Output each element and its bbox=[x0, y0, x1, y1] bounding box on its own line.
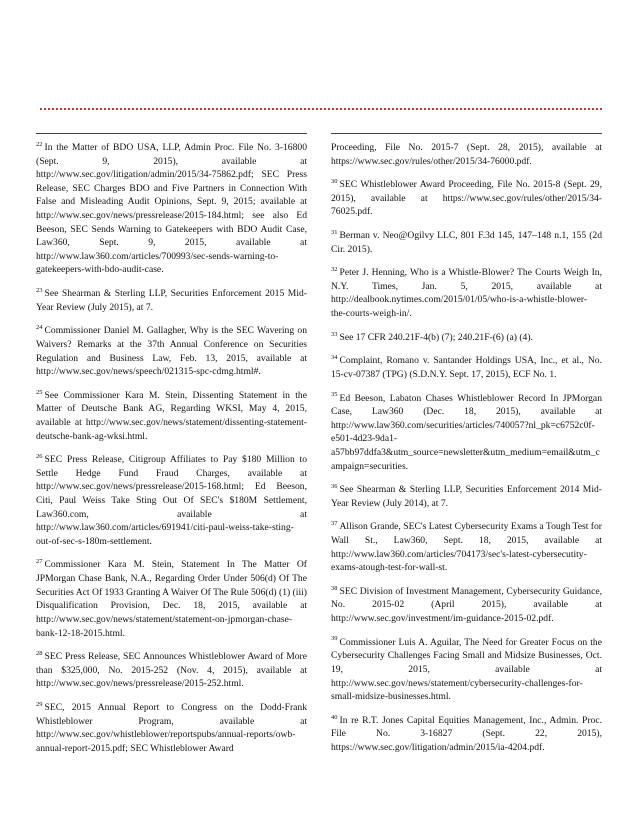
footnote: $^{30}$ SEC Whistleblower Award Proceeding, File No. 2015-8 (Sept. 29, 2015), available at https://www.sec.gov/rules/other/2015/34-76025.pdf. bbox=[331, 178, 602, 218]
footnote-continuation: Proceeding, File No. 2015-7 (Sept. 28, 2015), available at https://www.sec.gov/rules/other/2015/34-76000.pdf. bbox=[331, 142, 602, 167]
footnote: $^{27}$ Commissioner Kara M. Stein, Statement In The Matter Of JPMorgan Chase Bank, N.A., Regarding Order Under 506(d) Of The Securities Act Of 1933 Granting A Waiver Of The Rule 506(d) (1) (iii) Disqualification Provision, Dec. 18, 2015, available at http://www.sec.gov/news/statement/statement-on-jpmorgan-chase-bank-12-18-2015.html. bbox=[36, 558, 307, 639]
dotted-divider bbox=[40, 108, 602, 110]
footnote: $^{28}$ SEC Press Release, SEC Announces Whistleblower Award of More than $325,000, No. 2015-252 (Nov. 4, 2015), available at http://www.sec.gov/news/pressrelease/2015-252.html. bbox=[36, 649, 307, 690]
footnote: $^{38}$ SEC Division of Investment Management, Cybersecurity Guidance, No. 2015-02 (April 2015), available at http://www.sec.gov/investment/im-guidance-2015-02.pdf. bbox=[331, 584, 602, 625]
footnote: $^{36}$ See Shearman & Sterling LLP, Securities Enforcement 2014 Mid-Year Review (July 2014), at 7. bbox=[331, 483, 602, 509]
footnote: $^{33}$ See 17 CFR 240.21F-4(b) (7); 240.21F-(6) (a) (4). bbox=[331, 330, 533, 343]
footnote: $^{26}$ SEC Press Release, Citigroup Affiliates to Pay $180 Million to Settle Hedge Fund Fraud Charges, available at http://www.sec.gov/news/pressrelease/2015-168.html; Ed Beeson, Citi, Paul Weiss Take Sting Out Of SEC's $180M Settlement, Law360.com, available at http://www.law360.com/articles/691941/citi-paul-weiss-take-sting-out-of-sec-s-180m-settlement. bbox=[36, 453, 307, 547]
footnotes-right-column bbox=[331, 133, 602, 765]
footnote: $^{29}$ SEC, 2015 Annual Report to Congress on the Dodd-Frank Whistleblower Program, available at http://www.sec.gov/whistleblower/reportspubs/annual-reports/owb-annual-report-2015.pdf; SEC Whistleblower Award bbox=[36, 700, 307, 754]
footnote: $^{31}$ Berman v. Neo@Ogilvy LLC, 801 F.3d 145, 147–148 n.1, 155 (2d Cir. 2015). bbox=[331, 228, 602, 255]
footnotes-left-column bbox=[36, 133, 307, 765]
footnote: $^{24}$ Commissioner Daniel M. Gallagher, Why is the SEC Wavering on Waivers? Remarks at the 37th Annual Conference on Securities Regulation and Business Law, Feb. 13, 2015, available at http://www.sec.gov/news/speech/021315-spc-cdmg.html#. bbox=[36, 324, 307, 378]
footnote: $^{32}$ Peter J. Henning, Who is a Whistle-Blower? The Courts Weigh In, N.Y. Times, Jan. 5, 2015, available at http://dealbook.nytimes.com/2015/01/05/who-is-a-whistle-blower-the-courts-weigh-in/. bbox=[331, 266, 602, 320]
footnote: $^{35}$ Ed Beeson, Labaton Chases Whistleblower Record In JPMorgan Case, Law360 (Dec. 18, 2015), available at http://www.law360.com/securities/articles/740057?nl_pk=c6752c0f-e501-4d23-9da1-a57bb97ddfa3&utm_source=newsletter&utm_medium=email&utm_campaign=securities. bbox=[331, 391, 602, 472]
footnote: $^{34}$ Complaint, Romano v. Santander Holdings USA, Inc., et al., No. 15-cv-07387 (TPG) (S.D.N.Y. Sept. 17, 2015), ECF No. 1. bbox=[331, 354, 602, 380]
footnote: $^{23}$ See Shearman & Sterling LLP, Securities Enforcement 2015 Mid-Year Review (July 2015), at 7. bbox=[36, 286, 307, 313]
footnote: $^{39}$ Commissioner Luis A. Aguilar, The Need for Greater Focus on the Cybersecurity Challenges Facing Small and Midsize Businesses, Oct. 19, 2015, available at http://www.sec.gov/news/statement/cybersecurity-challenges-for-small-midsize-businesses.html. bbox=[331, 635, 602, 703]
column-rule bbox=[331, 133, 602, 134]
footnote: $^{25}$ See Commissioner Kara M. Stein, Dissenting Statement in the Matter of Deutsche Bank AG, Regarding WKSI, May 4, 2015, available at http://www.sec.gov/news/statement/dissenting-statement-deutsche-bank-ag-wksi.html. bbox=[36, 388, 307, 442]
footnote: $^{37}$ Allison Grande, SEC's Latest Cybersecurity Exams a Tough Test for Wall St., Law360, Sept. 18, 2015, available at http://www.law360.com/articles/704173/sec's-latest-cybersecutity-exams-atough-test-for-wall-st. bbox=[331, 520, 602, 574]
footnote: $^{40}$ In re R.T. Jones Capital Equities Management, Inc., Admin. Proc. File No. 3-16827 (Sept. 22, 2015), https://www.sec.gov/litigation/admin/2015/ia-4204.pdf. bbox=[331, 713, 602, 753]
footnote: $^{22}$ In the Matter of BDO USA, LLP, Admin Proc. File No. 3-16800 (Sept. 9, 2015), available at http://www.sec.gov/litigation/admin/2015/34-75862.pdf; SEC Press Release, SEC Charges BDO and Five Partners in Connection With False and Misleading Audit Opinions, Sept. 9, 2015; available at http://www.sec.gov/news/pressrelease/2015-184.html; see also Ed Beeson, SEC Sends Warning to Gatekeepers with BDO Audit Case, Law360, Sept. 9, 2015, available at http://www.law360.com/articles/700993/sec-sends-warning-to-gatekeepers-with-bdo-audit-case. bbox=[36, 140, 307, 276]
